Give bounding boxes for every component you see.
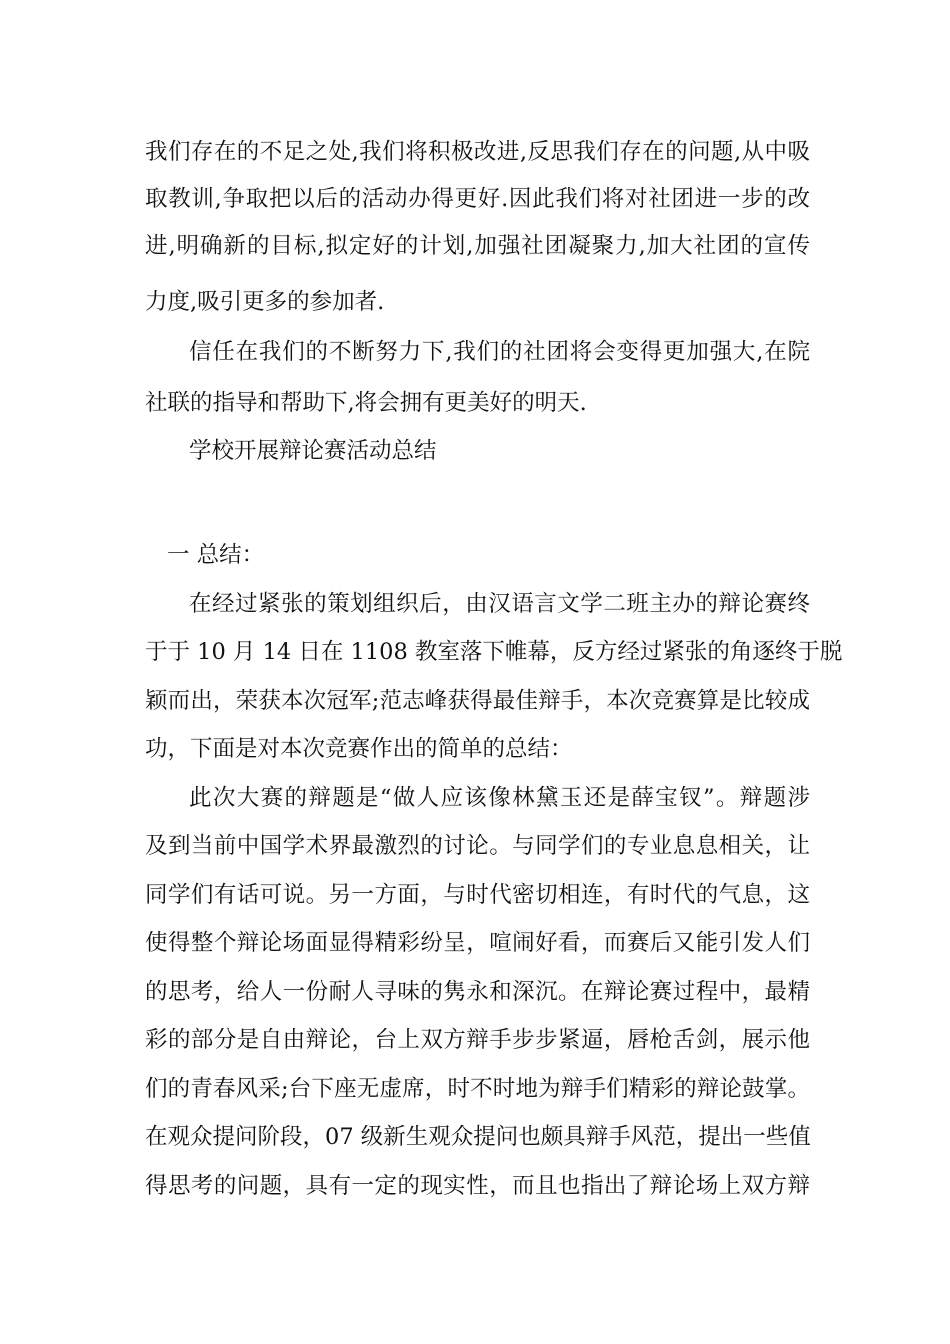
paragraph-line: 取教训,争取把以后的活动办得更好.因此我们将对社团进一步的改 [145, 186, 810, 212]
paragraph-line: 彩的部分是自由辩论，台上双方辩手步步紧逼，唇枪舌剑，展示他 [145, 1027, 810, 1053]
paragraph-line: 此次大赛的辩题是“做人应该像林黛玉还是薛宝钗”。辩题涉 [189, 785, 810, 811]
section-heading: 一 总结： [167, 542, 265, 568]
paragraph-line: 力度,吸引更多的参加者. [145, 289, 385, 315]
paragraph-line: 进,明确新的目标,拟定好的计划,加强社团凝聚力,加大社团的宣传 [145, 233, 810, 259]
paragraph-line: 在经过紧张的策划组织后，由汉语言文学二班主办的辩论赛终 [189, 591, 810, 617]
paragraph-line: 于于 10 月 14 日在 1108 教室落下帷幕，反方经过紧张的角逐终于脱 [145, 639, 843, 665]
paragraph-line: 在观众提问阶段，07 级新生观众提问也颇具辩手风范，提出一些值 [145, 1124, 811, 1150]
article-title: 学校开展辩论赛活动总结 [189, 438, 437, 464]
paragraph-line: 社联的指导和帮助下,将会拥有更美好的明天. [145, 390, 587, 416]
paragraph-line: 使得整个辩论场面显得精彩纷呈，喧闹好看，而赛后又能引发人们 [145, 930, 810, 956]
paragraph-line: 同学们有话可说。另一方面，与时代密切相连，有时代的气息，这 [145, 882, 810, 908]
paragraph-line: 得思考的问题，具有一定的现实性，而且也指出了辩论场上双方辩 [145, 1173, 810, 1199]
paragraph-line: 我们存在的不足之处,我们将积极改进,反思我们存在的问题,从中吸 [145, 139, 810, 165]
paragraph-line: 颖而出，荣获本次冠军;范志峰获得最佳辩手，本次竞赛算是比较成 [145, 688, 810, 714]
paragraph-line: 们的青春风采;台下座无虚席，时不时地为辩手们精彩的辩论鼓掌。 [145, 1076, 810, 1102]
paragraph-line: 信任在我们的不断努力下,我们的社团将会变得更加强大,在院 [189, 339, 810, 365]
paragraph-line: 的思考，给人一份耐人寻味的隽永和深沉。在辩论赛过程中，最精 [145, 979, 810, 1005]
paragraph-line: 及到当前中国学术界最激烈的讨论。与同学们的专业息息相关，让 [145, 833, 810, 859]
paragraph-line: 功，下面是对本次竞赛作出的简单的总结： [145, 736, 573, 762]
